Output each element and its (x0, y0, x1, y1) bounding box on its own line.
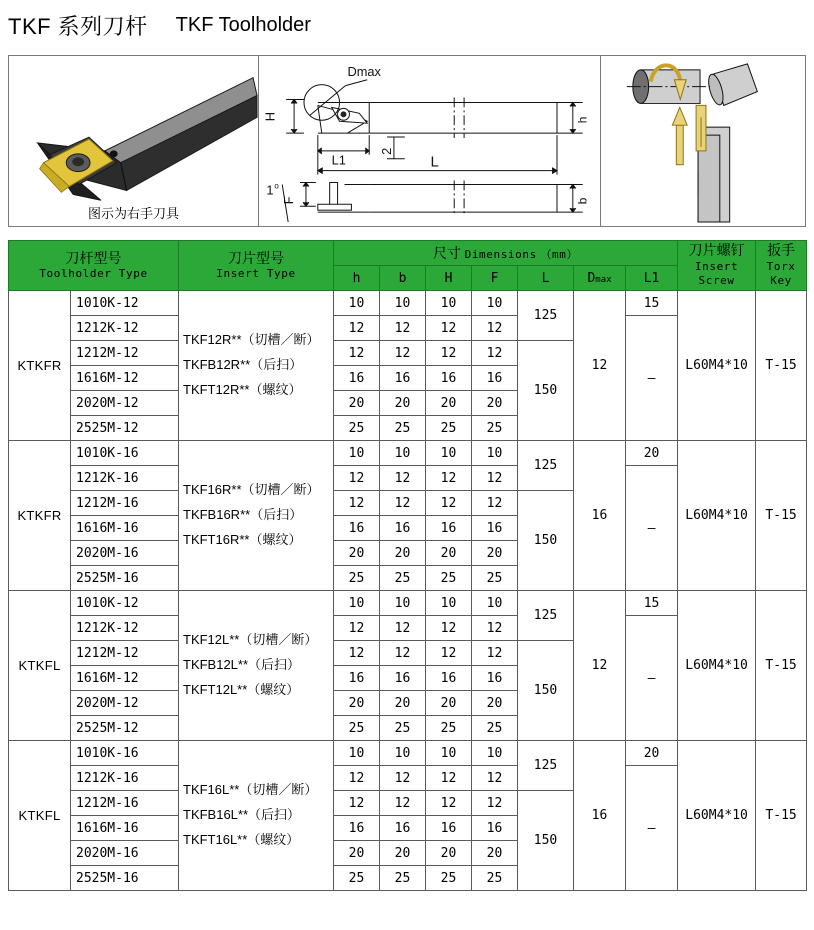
dim-L1-cell: – (626, 466, 678, 591)
dim-F-cell: 12 (472, 791, 518, 816)
header-insert-type-en: Insert Type (216, 267, 296, 281)
dim-H-cell: 12 (426, 791, 472, 816)
dim-F-cell: 10 (472, 291, 518, 316)
dim-b-cell: 12 (380, 766, 426, 791)
model-cell: 1212K-16 (71, 766, 179, 791)
header-insert-type-cn: 刀片型号 (228, 249, 284, 266)
cutoff-application-icon (601, 56, 805, 226)
dim-h-cell: 20 (334, 691, 380, 716)
insert-type-line: TKFB16R**（后扫） (183, 507, 303, 523)
header-insert-type (179, 241, 334, 291)
dim-dmax-cell: 16 (574, 741, 626, 891)
model-cell: 2020M-12 (71, 391, 179, 416)
dim-L-cell: 125 (518, 441, 574, 491)
series-cell: KTKFL (9, 741, 71, 891)
header-dim-L1: L1 (626, 266, 678, 291)
series-cell: KTKFL (9, 591, 71, 741)
toolholder-3d-render-icon (9, 56, 258, 226)
specification-table (8, 240, 807, 891)
insert-type-line: TKFT12L**（螺纹） (183, 681, 300, 697)
series-cell: KTKFR (9, 441, 71, 591)
dim-H-cell: 10 (426, 291, 472, 316)
model-cell: 2525M-12 (71, 716, 179, 741)
dim-h-cell: 16 (334, 666, 380, 691)
table-row (9, 291, 807, 316)
series-cell: KTKFR (9, 291, 71, 441)
dim-H-cell: 12 (426, 316, 472, 341)
dim-L1-cell: 15 (626, 291, 678, 316)
dim-b-cell: 20 (380, 541, 426, 566)
insert-type-line: TKF16R**（切槽／断） (183, 482, 320, 498)
insert-type-line: TKFB16L**（后扫） (183, 807, 301, 823)
header-dim-b: b (380, 266, 426, 291)
dim-h-cell: 20 (334, 391, 380, 416)
label-angle-deg: o (274, 181, 279, 191)
dim-h-cell: 16 (334, 366, 380, 391)
dim-h-cell: 12 (334, 616, 380, 641)
dim-b-cell: 16 (380, 666, 426, 691)
dim-H-cell: 16 (426, 666, 472, 691)
table-header (9, 241, 807, 291)
dim-L-cell: 125 (518, 741, 574, 791)
dim-L1-cell: 15 (626, 591, 678, 616)
insert-screw-cell: L60M4*10 (678, 291, 756, 441)
header-dmax-main: D (587, 270, 596, 286)
dim-b-cell: 25 (380, 866, 426, 891)
label-L1: L1 (331, 152, 346, 168)
model-cell: 1616M-12 (71, 666, 179, 691)
label-F: F (281, 196, 297, 205)
dim-dmax-cell: 12 (574, 291, 626, 441)
model-cell: 1010K-16 (71, 741, 179, 766)
dim-L-cell: 150 (518, 341, 574, 441)
model-cell: 1616M-16 (71, 516, 179, 541)
dim-H-cell: 25 (426, 716, 472, 741)
dim-h-cell: 10 (334, 441, 380, 466)
dim-F-cell: 12 (472, 491, 518, 516)
dim-F-cell: 16 (472, 516, 518, 541)
dim-b-cell: 10 (380, 741, 426, 766)
dim-F-cell: 12 (472, 641, 518, 666)
dim-dmax-cell: 12 (574, 591, 626, 741)
dim-F-cell: 25 (472, 416, 518, 441)
insert-type-cell (179, 741, 334, 891)
header-dimensions-en: Dimensions (464, 248, 537, 261)
dim-F-cell: 20 (472, 541, 518, 566)
table-row (9, 441, 807, 466)
dim-H-cell: 12 (426, 766, 472, 791)
dim-b-cell: 12 (380, 616, 426, 641)
dim-F-cell: 10 (472, 741, 518, 766)
dimension-drawing-icon (259, 56, 600, 226)
insert-type-line: TKFB12L**（后扫） (183, 657, 301, 673)
label-2: 2 (378, 147, 394, 155)
insert-type-line: TKFT16R**（螺纹） (183, 531, 302, 547)
table-row (9, 741, 807, 766)
dim-b-cell: 16 (380, 816, 426, 841)
dim-H-cell: 20 (426, 541, 472, 566)
dimension-drawing-panel (259, 56, 601, 226)
label-dmax: Dmax (347, 63, 381, 79)
model-cell: 2525M-12 (71, 416, 179, 441)
model-cell: 2525M-16 (71, 566, 179, 591)
torx-key-cell: T-15 (756, 591, 807, 741)
insert-type-line: TKF12R**（切槽／断） (183, 332, 320, 348)
header-dim-F: F (472, 266, 518, 291)
model-cell: 1616M-12 (71, 366, 179, 391)
dim-h-cell: 25 (334, 866, 380, 891)
model-cell: 1010K-16 (71, 441, 179, 466)
dim-b-cell: 10 (380, 441, 426, 466)
header-dimensions (334, 241, 678, 266)
photo-caption: 图示为右手刀具 (87, 206, 179, 221)
dim-h-cell: 25 (334, 716, 380, 741)
dim-F-cell: 25 (472, 866, 518, 891)
label-L: L (430, 154, 439, 171)
insert-screw-cell: L60M4*10 (678, 741, 756, 891)
dim-H-cell: 16 (426, 816, 472, 841)
table-body (9, 291, 807, 891)
dim-H-cell: 10 (426, 441, 472, 466)
dim-H-cell: 12 (426, 641, 472, 666)
header-torx-key (756, 241, 807, 291)
dim-H-cell: 20 (426, 841, 472, 866)
dim-b-cell: 12 (380, 641, 426, 666)
dim-h-cell: 16 (334, 816, 380, 841)
model-cell: 1212K-12 (71, 316, 179, 341)
dim-L-cell: 150 (518, 791, 574, 891)
dim-F-cell: 16 (472, 816, 518, 841)
dim-b-cell: 25 (380, 566, 426, 591)
dim-H-cell: 25 (426, 866, 472, 891)
dim-H-cell: 16 (426, 366, 472, 391)
dim-F-cell: 25 (472, 716, 518, 741)
insert-type-line: TKFT12R**（螺纹） (183, 381, 302, 397)
table-row (9, 591, 807, 616)
dim-F-cell: 12 (472, 466, 518, 491)
dim-L1-cell: 20 (626, 741, 678, 766)
dim-b-cell: 20 (380, 391, 426, 416)
label-H: H (262, 111, 278, 122)
model-cell: 1212M-12 (71, 341, 179, 366)
header-dim-h: h (334, 266, 380, 291)
model-cell: 2020M-16 (71, 841, 179, 866)
figure-strip (8, 55, 806, 227)
dim-H-cell: 25 (426, 566, 472, 591)
header-dim-L: L (518, 266, 574, 291)
dim-b-cell: 10 (380, 591, 426, 616)
insert-type-cell (179, 441, 334, 591)
dim-H-cell: 12 (426, 341, 472, 366)
dim-h-cell: 10 (334, 291, 380, 316)
dim-L1-cell: – (626, 766, 678, 891)
dim-h-cell: 12 (334, 641, 380, 666)
dim-b-cell: 20 (380, 691, 426, 716)
header-torx-key-en: Torx Key (766, 259, 796, 288)
header-toolholder-type (9, 241, 179, 291)
dim-L1-cell: – (626, 616, 678, 741)
toolholder-photo-panel (9, 56, 259, 226)
header-toolholder-type-en: Toolholder Type (39, 267, 148, 281)
dim-h-cell: 25 (334, 566, 380, 591)
model-cell: 1212M-16 (71, 791, 179, 816)
dim-b-cell: 25 (380, 716, 426, 741)
model-cell: 2525M-16 (71, 866, 179, 891)
dim-b-cell: 12 (380, 491, 426, 516)
dim-h-cell: 20 (334, 541, 380, 566)
dim-dmax-cell: 16 (574, 441, 626, 591)
torx-key-cell: T-15 (756, 741, 807, 891)
dim-H-cell: 12 (426, 466, 472, 491)
dim-L-cell: 150 (518, 641, 574, 741)
torx-key-cell: T-15 (756, 441, 807, 591)
model-cell: 1010K-12 (71, 591, 179, 616)
dim-F-cell: 25 (472, 566, 518, 591)
application-diagram-panel (601, 56, 805, 226)
dim-F-cell: 12 (472, 766, 518, 791)
label-angle: 1 (266, 182, 274, 198)
dim-L1-cell: – (626, 316, 678, 441)
dim-H-cell: 25 (426, 416, 472, 441)
dim-L-cell: 125 (518, 291, 574, 341)
dim-h-cell: 10 (334, 741, 380, 766)
dim-H-cell: 12 (426, 616, 472, 641)
dim-b-cell: 12 (380, 316, 426, 341)
dim-F-cell: 16 (472, 366, 518, 391)
page-title-en: TKF Toolholder (175, 13, 311, 36)
dim-h-cell: 12 (334, 791, 380, 816)
dim-b-cell: 16 (380, 516, 426, 541)
label-b: b (575, 197, 590, 205)
dim-h-cell: 25 (334, 416, 380, 441)
header-insert-screw-en: Insert Screw (694, 259, 739, 288)
header-dim-dmax (574, 266, 626, 291)
insert-type-line: TKFT16L**（螺纹） (183, 831, 300, 847)
header-toolholder-type-cn: 刀杆型号 (65, 249, 122, 266)
dim-b-cell: 10 (380, 291, 426, 316)
label-h: h (575, 116, 590, 124)
insert-type-line: TKFB12R**（后扫） (183, 357, 303, 373)
dim-b-cell: 12 (380, 341, 426, 366)
dim-F-cell: 20 (472, 841, 518, 866)
dim-H-cell: 20 (426, 691, 472, 716)
dim-H-cell: 16 (426, 516, 472, 541)
model-cell: 1212M-12 (71, 641, 179, 666)
header-insert-screw-cn: 刀片螺钉 (688, 242, 745, 259)
dim-F-cell: 10 (472, 591, 518, 616)
dim-H-cell: 10 (426, 741, 472, 766)
dim-F-cell: 20 (472, 391, 518, 416)
header-insert-screw (678, 241, 756, 291)
header-torx-key-cn: 扳手 (767, 242, 796, 259)
dim-F-cell: 20 (472, 691, 518, 716)
dim-L-cell: 125 (518, 591, 574, 641)
dim-L-cell: 150 (518, 491, 574, 591)
dim-H-cell: 10 (426, 591, 472, 616)
header-dimensions-unit: （mm） (540, 248, 579, 261)
dim-h-cell: 20 (334, 841, 380, 866)
dim-h-cell: 12 (334, 766, 380, 791)
model-cell: 1212K-12 (71, 616, 179, 641)
dim-F-cell: 12 (472, 341, 518, 366)
header-dimensions-cn: 尺寸 (432, 245, 461, 261)
dim-b-cell: 12 (380, 466, 426, 491)
dim-h-cell: 12 (334, 341, 380, 366)
dim-b-cell: 12 (380, 791, 426, 816)
dim-h-cell: 12 (334, 491, 380, 516)
dim-H-cell: 20 (426, 391, 472, 416)
dim-F-cell: 16 (472, 666, 518, 691)
header-dim-H: H (426, 266, 472, 291)
model-cell: 1010K-12 (71, 291, 179, 316)
insert-screw-cell: L60M4*10 (678, 441, 756, 591)
dim-H-cell: 12 (426, 491, 472, 516)
model-cell: 2020M-16 (71, 541, 179, 566)
dim-h-cell: 16 (334, 516, 380, 541)
dim-L1-cell: 20 (626, 441, 678, 466)
insert-type-cell (179, 291, 334, 441)
model-cell: 1212K-16 (71, 466, 179, 491)
model-cell: 1616M-16 (71, 816, 179, 841)
dim-b-cell: 16 (380, 366, 426, 391)
page-title (8, 4, 311, 46)
page-title-cn: TKF 系列刀杆 (8, 13, 148, 39)
dim-F-cell: 12 (472, 616, 518, 641)
header-dmax-sub: max (595, 274, 612, 285)
insert-type-cell (179, 591, 334, 741)
model-cell: 1212M-16 (71, 491, 179, 516)
dim-b-cell: 20 (380, 841, 426, 866)
dim-b-cell: 25 (380, 416, 426, 441)
dim-F-cell: 12 (472, 316, 518, 341)
model-cell: 2020M-12 (71, 691, 179, 716)
torx-key-cell: T-15 (756, 291, 807, 441)
insert-type-line: TKF16L**（切槽／断） (183, 782, 318, 798)
insert-screw-cell: L60M4*10 (678, 591, 756, 741)
dim-h-cell: 10 (334, 591, 380, 616)
insert-type-line: TKF12L**（切槽／断） (183, 632, 318, 648)
dim-h-cell: 12 (334, 466, 380, 491)
dim-F-cell: 10 (472, 441, 518, 466)
dim-h-cell: 12 (334, 316, 380, 341)
